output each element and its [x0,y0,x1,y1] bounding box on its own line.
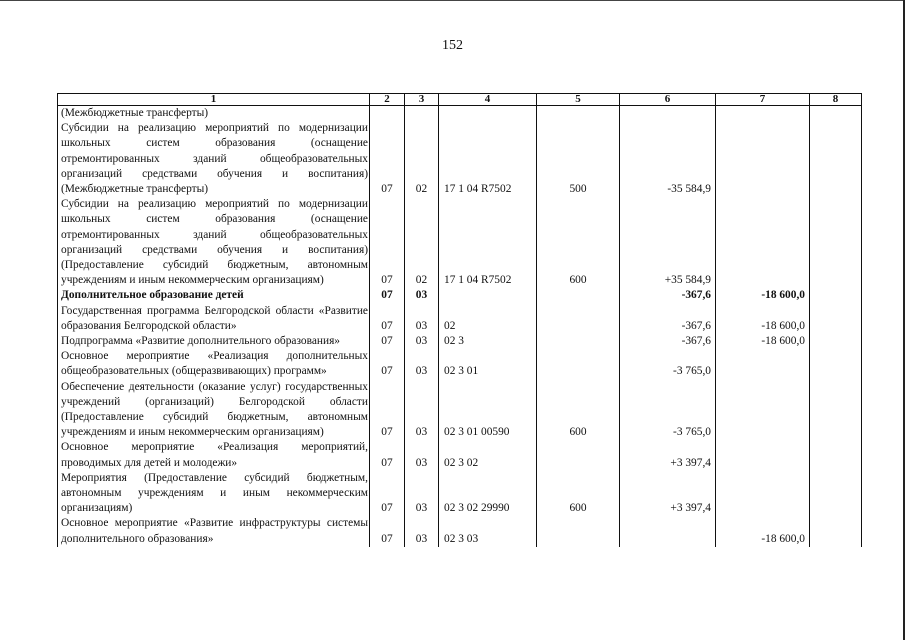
row-amount-col7 [716,349,810,379]
row-name [58,349,370,379]
row-subsection: 03 [405,304,439,334]
row-target-code: 02 3 01 [439,349,537,379]
header-col-8: 8 [810,94,862,106]
row-amount-col8 [810,304,862,334]
row-subsection: 03 [405,334,439,349]
header-col-2: 2 [370,94,405,106]
row-amount-col8 [810,440,862,470]
row-amount-col6: -367,6 [620,334,716,349]
row-amount-col8 [810,471,862,517]
table-row [58,304,862,334]
table-row [58,516,862,546]
row-expense-type: 600 [537,471,620,517]
row-amount-col6: -35 584,9 [620,121,716,197]
row-amount-col7 [716,440,810,470]
row-name-text: Основное мероприятие «Реализация дополнительных общеобразовательных (общеразвивающих) программ» [61,350,368,378]
row-name [58,334,370,349]
row-amount-col6: +3 397,4 [620,440,716,470]
row-subsection: 03 [405,380,439,441]
row-name [58,304,370,334]
row-amount-col8 [810,516,862,546]
row-amount-col7 [716,106,810,122]
row-name [58,516,370,546]
row-expense-type: 500 [537,121,620,197]
row-target-code: 02 3 01 00590 [439,380,537,441]
row-subsection: 03 [405,349,439,379]
row-amount-col7 [716,197,810,288]
row-name [58,380,370,441]
row-target-code: 17 1 04 R7502 [439,121,537,197]
row-amount-col6 [620,516,716,546]
row-amount-col8 [810,380,862,441]
row-subsection: 03 [405,471,439,517]
row-amount-col6: +3 397,4 [620,471,716,517]
row-subsection: 03 [405,516,439,546]
row-expense-type: 600 [537,380,620,441]
row-name-text: Дополнительное образование детей [61,289,244,302]
row-subsection: 02 [405,197,439,288]
row-amount-col6: -3 765,0 [620,349,716,379]
row-name-text: Субсидии на реализацию мероприятий по модернизации школьных систем образования (оснащение отремонтированных зданий общеобразовательных организаций средствами обучения и воспитания) (Предоставление субсидий бюджетным, автономным учреждениям и иным некоммерческим организациям) [61,198,368,287]
table-row [58,197,862,288]
row-amount-col6: -367,6 [620,304,716,334]
table-row [58,106,862,122]
table-row [58,440,862,470]
row-amount-col6: -367,6 [620,288,716,303]
table-row [58,288,862,303]
header-col-3: 3 [405,94,439,106]
row-amount-col7: -18 600,0 [716,304,810,334]
row-name-text: Основное мероприятие «Развитие инфраструктуры системы дополнительного образования» [61,517,368,545]
row-subsection: 03 [405,288,439,303]
row-amount-col7: -18 600,0 [716,516,810,546]
row-target-code: 02 3 02 29990 [439,471,537,517]
row-expense-type [537,304,620,334]
row-amount-col8 [810,121,862,197]
row-target-code [439,106,537,122]
row-subsection: 02 [405,121,439,197]
row-subsection: 03 [405,440,439,470]
row-amount-col8 [810,197,862,288]
row-target-code: 02 3 03 [439,516,537,546]
row-name-text: Мероприятия (Предоставление субсидий бюджетным, автономным учреждениям и иным некоммерческим организациям) [61,471,368,515]
row-expense-type [537,288,620,303]
row-amount-col7 [716,121,810,197]
table-row [58,471,862,517]
row-name-text: (Межбюджетные трансферты) [61,107,209,119]
row-name [58,471,370,517]
row-amount-col6 [620,106,716,122]
header-col-5: 5 [537,94,620,106]
row-target-code [439,288,537,303]
row-amount-col6: +35 584,9 [620,197,716,288]
table-row [58,334,862,349]
row-amount-col8 [810,334,862,349]
row-name [58,197,370,288]
header-col-1: 1 [58,94,370,106]
table-row [58,121,862,197]
row-expense-type [537,440,620,470]
table-header-row [58,94,862,106]
row-name-text: Субсидии на реализацию мероприятий по модернизации школьных систем образования (оснащение отремонтированных зданий общеобразовательных организаций средствами обучения и воспитания) (Межбюджетные трансферты) [61,122,368,196]
header-col-4: 4 [439,94,537,106]
row-target-code: 02 [439,304,537,334]
row-expense-type: 600 [537,197,620,288]
row-section: 07 [370,288,405,303]
row-target-code: 02 3 02 [439,440,537,470]
row-name-text: Обеспечение деятельности (оказание услуг) государственных учреждений (организаций) Белгородской области (Предоставление субсидий бюджетным, автономным учреждениям и иным некоммерческим организациям) [61,380,368,439]
row-name [58,106,370,122]
row-expense-type [537,106,620,122]
table-row [58,380,862,441]
row-expense-type [537,349,620,379]
header-col-6: 6 [620,94,716,106]
row-section: 07 [370,334,405,349]
budget-table [57,93,862,547]
row-section: 07 [370,380,405,441]
row-amount-col8 [810,288,862,303]
row-amount-col6: -3 765,0 [620,380,716,441]
row-expense-type [537,516,620,546]
row-name [58,121,370,197]
row-name-text: Основное мероприятие «Реализация мероприятий, проводимых для детей и молодежи» [61,441,368,469]
row-section: 07 [370,304,405,334]
table-row [58,349,862,379]
row-name [58,440,370,470]
scan-edge-top [0,0,905,1]
row-amount-col7 [716,471,810,517]
row-target-code: 02 3 [439,334,537,349]
row-section: 07 [370,197,405,288]
row-section [370,106,405,122]
row-section: 07 [370,440,405,470]
row-name-text: Государственная программа Белгородской области «Развитие образования Белгородской области» [61,304,368,332]
header-col-7: 7 [716,94,810,106]
row-amount-col7: -18 600,0 [716,334,810,349]
row-amount-col7: -18 600,0 [716,288,810,303]
row-section: 07 [370,516,405,546]
row-expense-type [537,334,620,349]
row-section: 07 [370,471,405,517]
page-number: 152 [442,38,463,53]
row-section: 07 [370,121,405,197]
row-section: 07 [370,349,405,379]
row-amount-col8 [810,349,862,379]
row-name-text: Подпрограмма «Развитие дополнительного образования» [61,335,340,348]
row-amount-col7 [716,380,810,441]
row-subsection [405,106,439,122]
row-amount-col8 [810,106,862,122]
row-name [58,288,370,303]
row-target-code: 17 1 04 R7502 [439,197,537,288]
